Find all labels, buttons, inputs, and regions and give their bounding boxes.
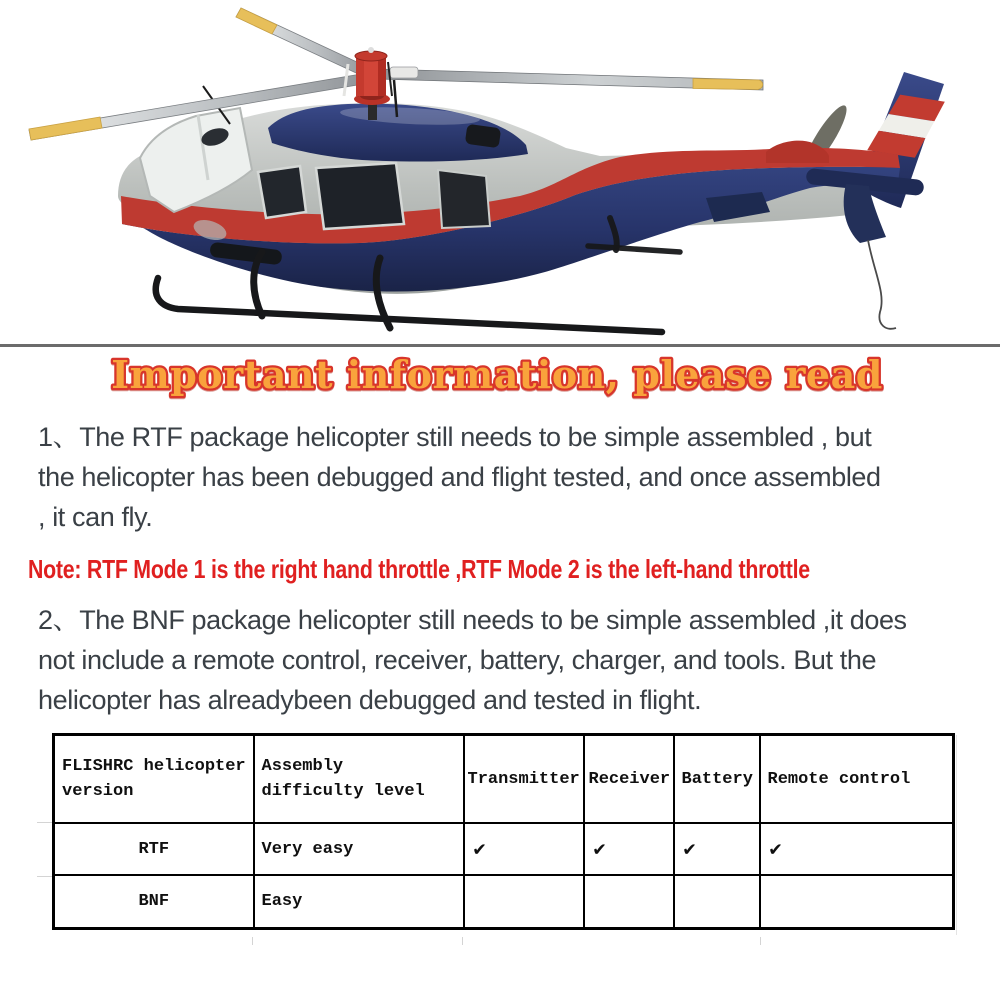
cell-receiver-check: ✔ <box>584 823 674 875</box>
cell-transmitter-check: ✔ <box>464 823 584 875</box>
gridline-artifact <box>37 822 52 823</box>
package-comparison-table <box>52 733 955 930</box>
cell-receiver-check <box>584 875 674 929</box>
page-title: Important information, please read <box>111 352 883 397</box>
fuselage <box>118 86 900 294</box>
header-cell-receiver: Receiver <box>584 735 674 824</box>
blade-tip-yellow <box>236 8 277 34</box>
table-row-bnf <box>54 875 954 929</box>
header-line: FLISHRC helicopter <box>62 757 246 776</box>
cell-version: BNF <box>54 875 254 929</box>
cell-transmitter-check <box>464 875 584 929</box>
blade-tip-yellow <box>693 79 763 90</box>
cell-battery-check <box>674 875 760 929</box>
gridline-artifact <box>760 937 761 945</box>
paragraph-line: helicopter has alreadybeen debugged and tested in flight. <box>38 685 702 715</box>
table-row-rtf <box>54 823 954 875</box>
cell-battery-check: ✔ <box>674 823 760 875</box>
paragraph-line: , it can fly. <box>38 502 153 532</box>
cell-difficulty: Very easy <box>254 823 464 875</box>
gridline-artifact <box>252 937 253 945</box>
title-banner <box>0 347 1000 403</box>
cell-remote-check: ✔ <box>760 823 954 875</box>
antenna-wire <box>868 240 896 329</box>
blade-tip-yellow <box>29 117 102 140</box>
helicopter-photo <box>0 0 1000 345</box>
cell-difficulty: Easy <box>254 875 464 929</box>
paragraph-line: 1、The RTF package helicopter still needs to be simple assembled , but <box>38 422 872 452</box>
gridline-artifact <box>956 735 957 935</box>
header-line: difficulty level <box>261 782 425 801</box>
header-line: Assembly <box>261 757 344 776</box>
gridline-artifact <box>37 876 52 877</box>
header-cell-remote: Remote control <box>760 735 954 824</box>
cell-remote-check <box>760 875 954 929</box>
header-cell-difficulty <box>254 735 464 824</box>
paragraph-rtf <box>38 417 988 537</box>
header-line: version <box>62 782 134 801</box>
cell-version: RTF <box>54 823 254 875</box>
table-header-row <box>54 735 954 824</box>
paragraph-line: the helicopter has been debugged and flight tested, and once assembled <box>38 462 881 492</box>
paragraph-line: 2、The BNF package helicopter still needs to be simple assembled ,it does <box>38 605 907 635</box>
header-cell-battery: Battery <box>674 735 760 824</box>
mode-note: Note: RTF Mode 1 is the right hand throttle ,RTF Mode 2 is the left-hand throttle <box>28 554 810 584</box>
header-cell-version <box>54 735 254 824</box>
header-cell-transmitter: Transmitter <box>464 735 584 824</box>
gridline-artifact <box>462 937 463 945</box>
paragraph-bnf <box>38 600 988 720</box>
title-svg <box>0 347 1000 403</box>
paragraph-line: not include a remote control, receiver, battery, charger, and tools. But the <box>38 645 877 675</box>
